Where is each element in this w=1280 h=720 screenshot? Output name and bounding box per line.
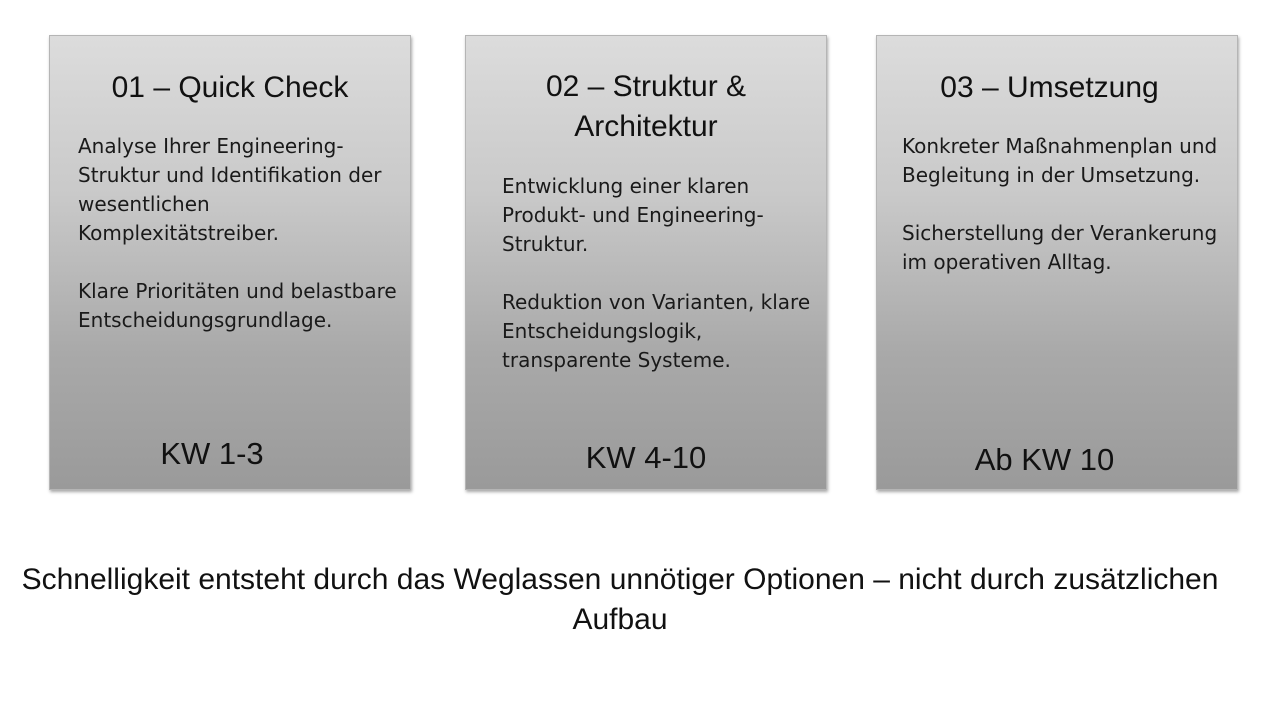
phase-card-paragraph: Sicherstellung der Verankerung im operativen Alltag. — [902, 221, 1218, 274]
phase-card-timeframe: KW 1-3 — [160, 436, 264, 471]
phase-card-title: 03 – Umsetzung — [940, 71, 1159, 104]
tagline: Schnelligkeit entsteht durch das Weglassen unnötiger Optionen – nicht durch zusätzlichen Aufbau — [21, 563, 1219, 636]
phase-card-description — [902, 132, 1232, 277]
phase-card-timeframe: KW 4-10 — [585, 440, 707, 475]
phase-card-title: 02 – Struktur & Architektur — [545, 70, 747, 143]
phase-card-paragraph: Konkreter Maßnahmenplan und Begleitung in der Umsetzung. — [902, 134, 1218, 187]
phase-card-timeframe: Ab KW 10 — [974, 442, 1115, 477]
phase-card-title: 01 – Quick Check — [111, 71, 349, 104]
phase-card-description — [78, 132, 398, 335]
phase-card-struktur-architektur — [465, 35, 827, 490]
phase-card-quick-check — [49, 35, 411, 490]
phase-card-umsetzung — [876, 35, 1238, 490]
phase-card-paragraph: Analyse Ihrer Engineering-Struktur und Identifikation der wesentlichen Komplexitätstreiber. — [78, 134, 382, 245]
phase-card-paragraph: Klare Prioritäten und belastbare Entscheidungsgrundlage. — [78, 279, 397, 332]
phase-card-paragraph: Entwicklung einer klaren Produkt- und Engineering-Struktur. — [502, 174, 764, 256]
phase-card-description — [502, 172, 822, 375]
phase-card-paragraph: Reduktion von Varianten, klare Entscheidungslogik, transparente Systeme. — [502, 290, 811, 372]
